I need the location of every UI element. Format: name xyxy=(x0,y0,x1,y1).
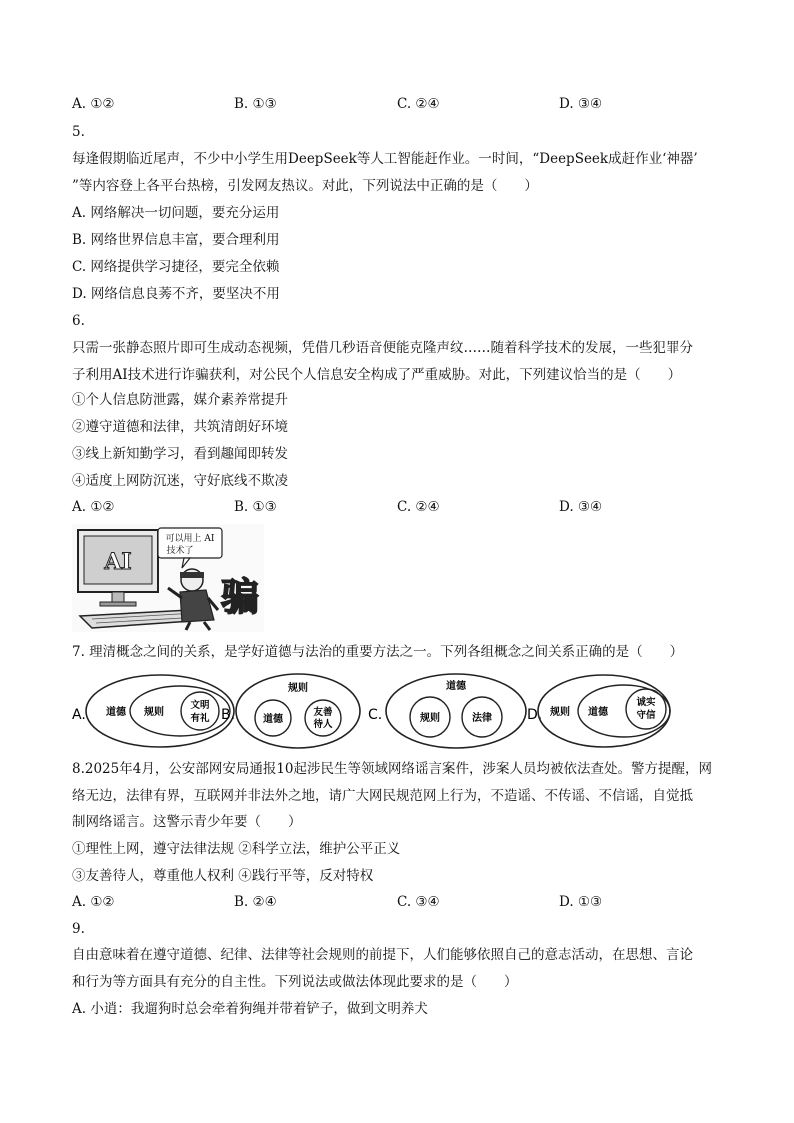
q9-option-a[interactable]: A. 小逍：我遛狗时总会牵着狗绳并带着铲子，做到文明养犬 xyxy=(72,1001,428,1017)
q8-option-b[interactable]: B. ②④ xyxy=(234,894,277,910)
q7-b-right-label-2: 待人 xyxy=(313,719,333,730)
q9-stem-line2: 和行为等方面具有充分的自主性。下列说法或做法体现此要求的是（ ） xyxy=(72,974,518,990)
q7-d-middle-label: 道德 xyxy=(588,707,608,718)
q5-stem-line2: ”等内容登上各平台热榜，引发网友热议。对此，下列说法中正确的是（ ） xyxy=(72,178,538,194)
bubble-text-line2: 技术了 xyxy=(166,546,194,556)
fraud-character: 骗 xyxy=(220,574,260,619)
q7-diagram-b-letter: B. xyxy=(221,707,236,723)
q5-stem-line1: 每逢假期临近尾声，不少中小学生用DeepSeek等人工智能赶作业。一时间，“DeepSeek成赶作业‘神器’ xyxy=(72,151,698,167)
q7-diagram-d-letter: D. xyxy=(527,707,543,723)
q7-a-outer-label: 道德 xyxy=(106,707,126,718)
q5-option-a[interactable]: A. 网络解决一切问题，要充分运用 xyxy=(72,205,280,221)
q4-option-d[interactable]: D. ③④ xyxy=(559,96,603,112)
q4-option-a[interactable]: A. ①② xyxy=(72,96,115,112)
q5-option-d[interactable]: D. 网络信息良莠不齐，要坚决不用 xyxy=(72,286,280,302)
bubble-text-line1: 可以用上 AI xyxy=(165,534,215,544)
q8-option-c[interactable]: C. ③④ xyxy=(397,894,440,910)
q7-b-outer-label: 规则 xyxy=(288,683,308,694)
q7-d-inner-circle xyxy=(626,689,666,729)
q7-a-inner-label-1: 文明 xyxy=(190,700,210,711)
q4-option-b[interactable]: B. ①③ xyxy=(234,96,277,112)
q7-diagram-a[interactable] xyxy=(72,675,234,747)
q8-statements-line1: ①理性上网，遵守法律法规 ②科学立法，维护公平正义 xyxy=(72,841,401,857)
q7-b-right-circle xyxy=(305,700,341,736)
q7-d-inner-label-1: 诚实 xyxy=(636,697,656,708)
q8-statements-line2: ③友善待人，尊重他人权利 ④践行平等，反对特权 xyxy=(72,868,374,884)
q7-concept-diagrams xyxy=(72,669,676,751)
q5-number: 5. xyxy=(72,124,85,140)
q8-stem-line2: 络无边，法律有界，互联网并非法外之地，请广大网民规范网上行为，不造谣、不传谣、不信谣，自觉抵 xyxy=(72,788,693,804)
q7-diagram-c-letter: C. xyxy=(368,707,383,723)
q7-a-inner-circle xyxy=(181,692,219,730)
q4-option-c[interactable]: C. ②④ xyxy=(397,96,440,112)
q7-stem: 7. 理清概念之间的关系，是学好道德与法治的重要方法之一。下列各组概念之间关系正确的是（ ） xyxy=(72,644,684,660)
q6-option-c[interactable]: C. ②④ xyxy=(397,499,440,515)
q7-a-middle-label: 规则 xyxy=(144,707,164,718)
q7-diagram-c[interactable] xyxy=(368,674,526,748)
q7-d-inner-label-2: 守信 xyxy=(636,710,656,721)
monitor-screen-text: AI xyxy=(104,549,132,575)
q7-c-outer-label: 道德 xyxy=(446,681,466,692)
q8-options xyxy=(72,894,722,912)
q6-statement-1: ①个人信息防泄露，媒介素养常提升 xyxy=(72,392,288,408)
q9-number: 9. xyxy=(72,921,85,937)
q6-statement-4: ④适度上网防沉迷，守好底线不欺凌 xyxy=(72,473,288,489)
q7-b-left-label: 道德 xyxy=(263,714,283,725)
q5-option-c[interactable]: C. 网络提供学习捷径，要完全依赖 xyxy=(72,259,280,275)
q7-c-right-label: 法律 xyxy=(472,713,492,724)
q6-options xyxy=(72,499,722,517)
q6-stem-line2: 子利用AI技术进行诈骗获利，对公民个人信息安全构成了严重威胁。对此，下列建议恰当的是（ ） xyxy=(72,367,682,383)
q7-c-left-label: 规则 xyxy=(420,713,440,724)
q6-number: 6. xyxy=(72,313,85,329)
q6-option-d[interactable]: D. ③④ xyxy=(559,499,603,515)
q6-statement-2: ②遵守道德和法律，共筑清朗好环境 xyxy=(72,419,288,435)
q7-diagram-a-letter: A. xyxy=(72,707,86,723)
q4-options xyxy=(72,96,722,114)
q7-a-inner-label-2: 有礼 xyxy=(190,713,210,724)
q9-stem-line1: 自由意味着在遵守道德、纪律、法律等社会规则的前提下，人们能够依照自己的意志活动，在思想、言论 xyxy=(72,947,693,963)
q7-b-right-label-1: 友善 xyxy=(313,707,333,718)
q5-option-b[interactable]: B. 网络世界信息丰富，要合理利用 xyxy=(72,232,280,248)
q6-statement-3: ③线上新知勤学习，看到趣闻即转发 xyxy=(72,446,288,462)
q6-stem-line1: 只需一张静态照片即可生成动态视频，凭借几秒语音便能克隆声纹……随着科学技术的发展，一些犯罪分 xyxy=(72,340,693,356)
q8-stem-line3: 制网络谣言。这警示青少年要（ ） xyxy=(72,814,302,830)
q7-d-outer-label: 规则 xyxy=(550,707,570,718)
q7-diagram-b[interactable] xyxy=(221,674,360,748)
q6-cartoon-illustration xyxy=(72,524,264,632)
q6-option-b[interactable]: B. ①③ xyxy=(234,499,277,515)
q8-option-a[interactable]: A. ①② xyxy=(72,894,115,910)
q7-diagram-d[interactable] xyxy=(527,675,670,747)
q8-option-d[interactable]: D. ①③ xyxy=(559,894,603,910)
q6-option-a[interactable]: A. ①② xyxy=(72,499,115,515)
q8-stem-line1: 8.2025年4月，公安部网安局通报10起涉民生等领域网络谣言案件，涉案人员均被依法查处。警方提醒，网 xyxy=(72,761,713,777)
